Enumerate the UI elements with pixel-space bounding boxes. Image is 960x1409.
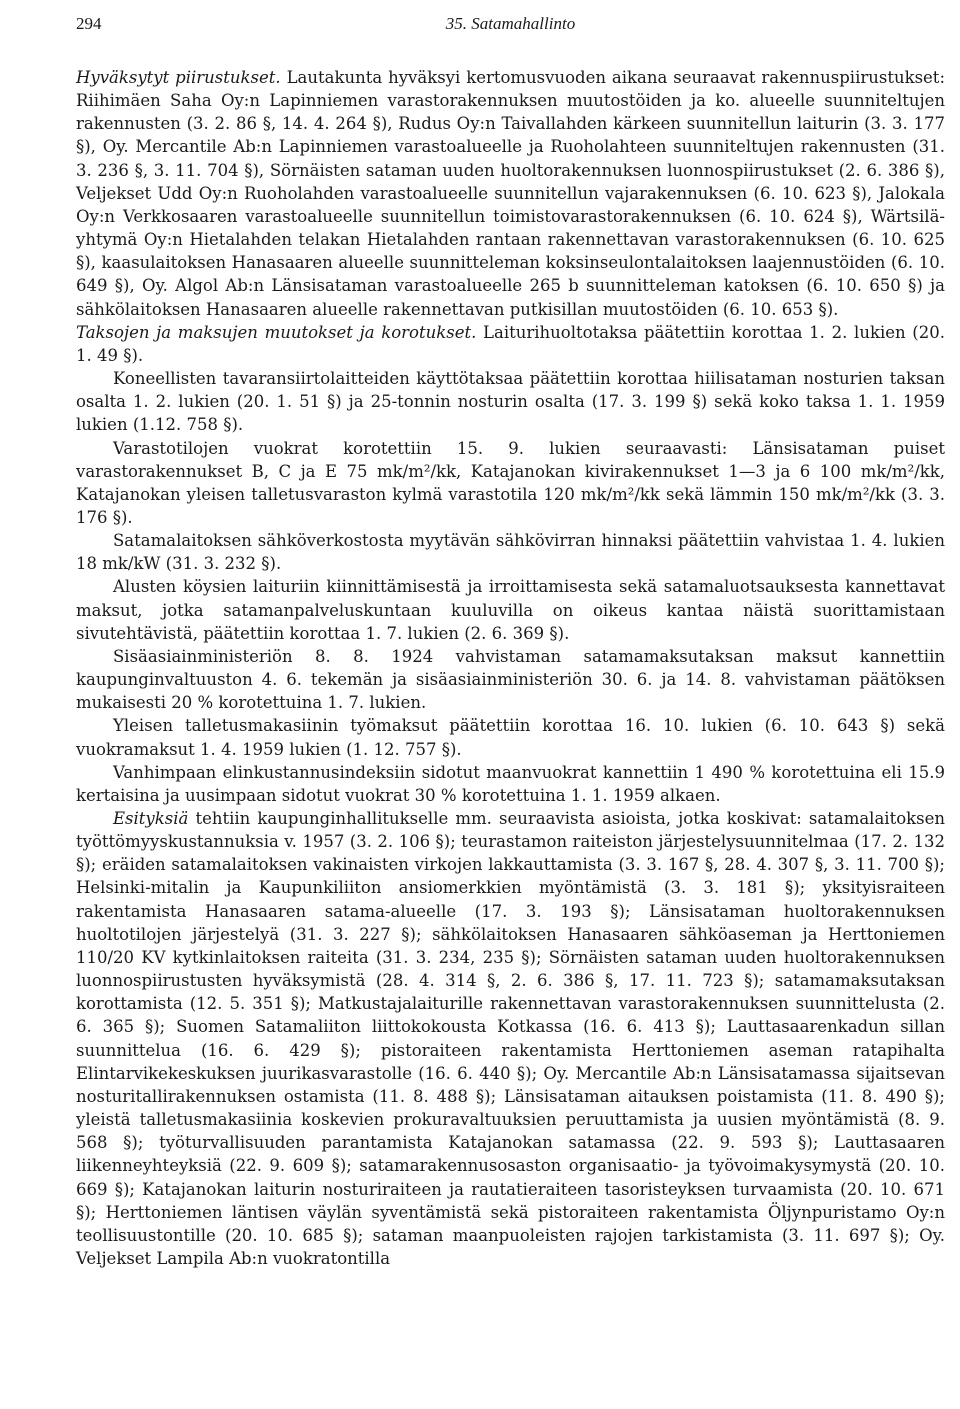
paragraph-text: Sisäasiainministeriön 8. 8. 1924 vahvistaman satamamaksutaksan maksut kannettiin kaupunginvaltuuston 4. 6. tekemän ja sisäasiainministeriön 30. 6. ja 14. 8. vahvistaman päätöksen mukaisesti 20 % korotettuina 1. 7. lukien. [76,646,945,713]
paragraph-text: Satamalaitoksen sähköverkostosta myytävän sähkövirran hinnaksi päätettiin vahvistaa 1. 4. lukien 18 mk/kW (31. 3. 232 §). [76,531,945,574]
paragraph [76,437,945,530]
paragraph-lead: Hyväksytyt piirustukset. [76,68,281,87]
body-text [76,66,945,1270]
paragraph-text: Yleisen talletusmakasiinin työmaksut päätettiin korottaa 16. 10. lukien (6. 10. 643 §) sekä vuokramaksut 1. 4. 1959 lukien (1. 12. 757 §). [76,716,945,759]
paragraph [76,807,945,1270]
paragraph [76,321,945,367]
paragraph-lead: Esityksiä [113,809,189,828]
paragraph-text: Alusten köysien laituriin kiinnittämisestä ja irroittamisesta sekä satamaluotsauksesta kannettavat maksut, jotka satamanpalveluskuntaan kuuluvilla on oikeus kantaa näistä suorittamistaan sivutehtävistä, päätettiin korottaa 1. 7. lukien (2. 6. 369 §). [76,577,945,643]
paragraph-text: Koneellisten tavaransiirtolaitteiden käyttötaksaa päätettiin korottaa hiilisataman nosturien taksan osalta 1. 2. lukien (20. 1. 51 §) ja 25-tonnin nosturin osalta (17. 3. 199 §) sekä koko taksa 1. 1. 1959 lukien (1.12. 758 §). [76,369,945,435]
page-number: 294 [76,14,102,33]
paragraph [76,367,945,436]
paragraph-text: tehtiin kaupunginhallitukselle mm. seuraavista asioista, jotka koskivat: satamalaitoksen työttömyyskustannuksia v. 1957 (3. 2. 106 §); teurastamon raiteiston järjestelysuunnitelmaa (17. 2. 132 §); eräiden satamalaitoksen vakinaisten virkojen lakkauttamista (3. 3. 167 §, 28. 4. 307 §, 3. 11. 700 §); Helsinki-mitalin ja Kaupunkiliiton ansiomerkkien myöntämistä (3. 3. 181 §); yksityisraiteen rakentamista Hanasaaren satama-alueelle (17. 3. 193 §); Länsisataman huoltorakennuksen huoltotilojen järjestelyä (31. 3. 227 §); sähkölaitoksen Hanasaaren sähköaseman ja Herttoniemen 110/20 KV kytkinlaitoksen raiteita (31. 3. 234, 235 §); Sörnäisten sataman uuden huoltorakennuksen luonnospiirustusten hyväksymistä (28. 4. 314 §, 2. 6. 386 §, 17. 11. 723 §); satamamaksutaksan korottamista (12. 5. 351 §); Matkustajalaiturille rakennettavan varastorakennuksen suunnittelusta (2. 6. 365 §); Suomen Satamaliiton liittokokousta Kotkassa (16. 6. 413 §); Lauttasaarenkadun sillan suunnittelua (16. 6. 429 §); pistoraiteen rakentamista Herttoniemen aseman ratapihalta Elintarvikekeskuksen juurikasvarastolle (16. 6. 440 §); Oy. Mercantile Ab:n Länsisatamassa sijaitsevan nosturitallirakennuksen ostamista (11. 8. 488 §); Länsisataman aitauksen poistamista (11. 8. 490 §); yleistä talletusmakasiinia koskevien prokuravaltuuksien peruuttamista ja uusien myöntämistä (8. 9. 568 §); työturvallisuuden parantamista Katajanokan satamassa (22. 9. 593 §); Lauttasaaren liikenneyhteyksiä (22. 9. 609 §); satamarakennusosaston organisaatio- ja työvoimakysymystä (20. 10. 669 §); Katajanokan laiturin nosturiraiteen ja rautatieraiteen tasoristeyksen turvaamista (20. 10. 671 §); Herttoniemen läntisen väylän syventämistä sekä pistoraiteen rakentamista Öljynpuristamo Oy:n teollisuustontille (20. 10. 685 §); sataman maanpuoleisten rajojen tarkistamista (3. 11. 697 §); Oy. Veljekset Lampila Ab:n vuokratontilla [76,809,945,1268]
paragraph-text: Laiturihuoltotaksa päätettiin korottaa 1. 2. lukien (20. 1. 49 §). [76,322,945,365]
running-title: 35. Satamahallinto [445,14,576,33]
paragraph-lead: Taksojen ja maksujen muutokset ja korotukset. [76,322,477,342]
paragraph [76,529,945,575]
paragraph [76,575,945,644]
page-header [76,10,945,38]
paragraph-text: Vanhimpaan elinkustannusindeksiin sidotut maanvuokrat kannettiin 1 490 % korotettuina eli 15.9 kertaisina ja uusimpaan sidotut vuokrat 30 % korotettuina 1. 1. 1959 alkaen. [76,762,945,805]
paragraph [76,66,945,321]
paragraph [76,714,945,760]
paragraph [76,645,945,714]
paragraph [76,761,945,807]
paragraph-text: Lautakunta hyväksyi kertomusvuoden aikana seuraavat rakennuspiirustukset: Riihimäen Saha Oy:n Lapinniemen varastorakennuksen muutostöiden ja ko. alueelle suunniteltujen rakennusten (3. 2. 86 §, 14. 4. 264 §), Rudus Oy:n Taivallahden kärkeen suunnitellun laiturin (3. 3. 177 §), Oy. Mercantile Ab:n Lapinniemen varastoalueelle ja Ruoholahteen suunniteltujen rakennusten (31. 3. 236 §, 3. 11. 704 §), Sörnäisten sataman uuden huoltorakennuksen luonnospiirustukset (2. 6. 386 §), Veljekset Udd Oy:n Ruoholahden varastoalueelle suunnitellun vajarakennuksen (6. 10. 623 §), Jalokala Oy:n Verkkosaaren varastoalueelle suunnitellun toimistovarastorakennuksen (6. 10. 624 §), Wärtsilä-yhtymä Oy:n Hietalahden telakan Hietalahden rantaan rakennettavan varastorakennuksen (6. 10. 625 §), kaasulaitoksen Hanasaaren alueelle suunnitteleman koksinseulontalaitoksen laajennustöiden (6. 10. 649 §), Oy. Algol Ab:n Länsisataman varastoalueelle 265 b suunnitteleman katoksen (6. 10. 650 §) ja sähkölaitoksen Hanasaaren alueelle rakennettavan putkisillan muutostöiden (6. 10. 653 §). [76,68,945,319]
paragraph-text: Varastotilojen vuokrat korotettiin 15. 9. lukien seuraavasti: Länsisataman puiset varastorakennukset B, C ja E 75 mk/m²/kk, Katajanokan kivirakennukset 1—3 ja 6 100 mk/m²/kk, Katajanokan yleisen talletusvaraston kylmä varastotila 120 mk/m²/kk sekä lämmin 150 mk/m²/kk (3. 3. 176 §). [76,438,945,527]
